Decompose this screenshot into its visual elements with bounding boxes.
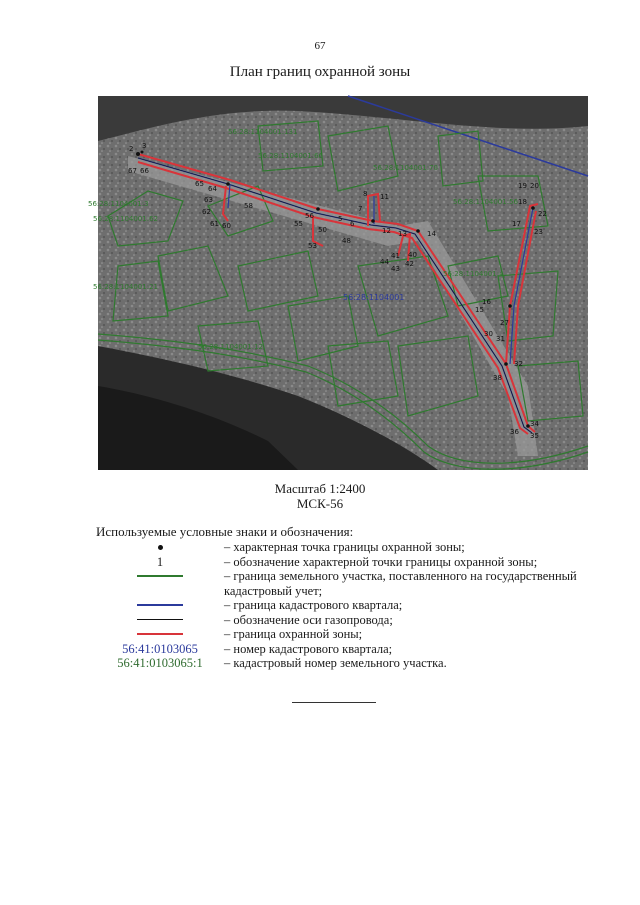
point-label: 23 [534,228,543,236]
point-label: 6 [350,220,355,228]
map-scale [0,481,640,511]
point-label: 58 [244,202,253,210]
point-label: 38 [493,374,502,382]
point-label: 30 [484,330,493,338]
legend-row-quarter-number: 56:41:0103065 – номер кадастрового квартала; [122,641,393,656]
point-label: 67 [128,167,137,175]
legend-row-point-label: 1 – обозначение характерной точки границы охранной зоны; [156,554,538,569]
legend-row-zone: – граница охранной зоны; [96,627,596,642]
point-label: 64 [208,185,217,193]
point-label: 27 [500,319,509,327]
point-label: 18 [518,198,527,206]
point-label: 42 [405,260,414,268]
point-label: 34 [530,420,539,428]
blue-line-icon [137,604,183,606]
point-label: 56 [305,212,314,220]
legend-row-axis: – обозначение оси газопровода; [96,613,596,628]
point-label: 5 [338,215,343,223]
end-divider [292,702,376,703]
parcel-label: 56:28:1104001:56 [453,198,518,206]
point-label: 22 [538,210,547,218]
point-label: 32 [514,360,523,368]
point-label: 66 [140,167,149,175]
parcel-label: 56:28:1104001:21 [93,283,158,291]
point-label: 35 [530,432,539,440]
coordinate-system: МСК-56 [296,496,344,511]
point-label: 16 [482,298,491,306]
parcel-label: 56:28:1104001:4 [443,270,504,278]
legend-row-parcel-number: 56:41:0103065:1 – кадастровый номер земельного участка. [117,656,447,670]
point-label: 44 [380,258,389,266]
legend-row-point: – характерная точка границы охранной зоны; [96,540,596,555]
parcel-label: 56:28:1104001:66 [258,152,323,160]
point-label: 36 [510,428,519,436]
legend [96,540,596,671]
point-label: 31 [496,335,505,343]
point-label: 2 [129,145,134,153]
parcel-label: 56:28:1104001:70 [373,164,438,172]
point-label: 55 [294,220,303,228]
red-line-icon [137,633,183,635]
map-canvas [88,96,588,470]
green-line-icon [137,575,183,577]
point-label: 8 [363,190,368,198]
point-label: 7 [358,205,363,213]
legend-row-quarter: – граница кадастрового квартала; [96,598,596,613]
page-title: План границ охранной зоны [229,64,411,80]
point-label: 65 [195,180,204,188]
legend-title: Используемые условные знаки и обозначения: [96,524,354,539]
parcel-label: 56:28:1104001:12 [198,343,263,351]
point-marker-icon [158,545,163,550]
point-label: 13 [398,230,407,238]
point-label: 43 [391,265,400,273]
point-label: 12 [382,227,391,235]
point-label: 62 [202,208,211,216]
parcel-label: 56:28:1104001:131 [228,128,298,136]
parcel-label: 56:28:1104001:62 [93,215,158,223]
point-label: 14 [427,230,436,238]
page-number: 67 [314,40,326,52]
cadastral-map [88,96,588,470]
point-label: 11 [380,193,389,201]
point-label: 15 [475,306,484,314]
point-label: 63 [204,196,213,204]
point-label: 61 [210,220,219,228]
point-label: 19 [518,182,527,190]
quarter-label: 56:28:1104001 [343,293,405,302]
point-label: 41 [391,252,400,260]
point-label: 53 [308,242,317,250]
parcel-label: 56:28:1104001:3 [88,200,149,208]
point-label: 20 [530,182,539,190]
point-label: 3 [142,142,147,150]
point-label: 60 [222,222,231,230]
point-label: 40 [408,251,417,259]
scale-value: Масштаб 1:2400 [274,481,366,496]
point-label: 50 [318,226,327,234]
black-line-icon [137,619,183,620]
point-label: 17 [512,220,521,228]
point-label: 48 [342,237,351,245]
legend-row-parcel: – граница земельного участка, поставленного на государственный кадастровый учет; [96,569,596,598]
